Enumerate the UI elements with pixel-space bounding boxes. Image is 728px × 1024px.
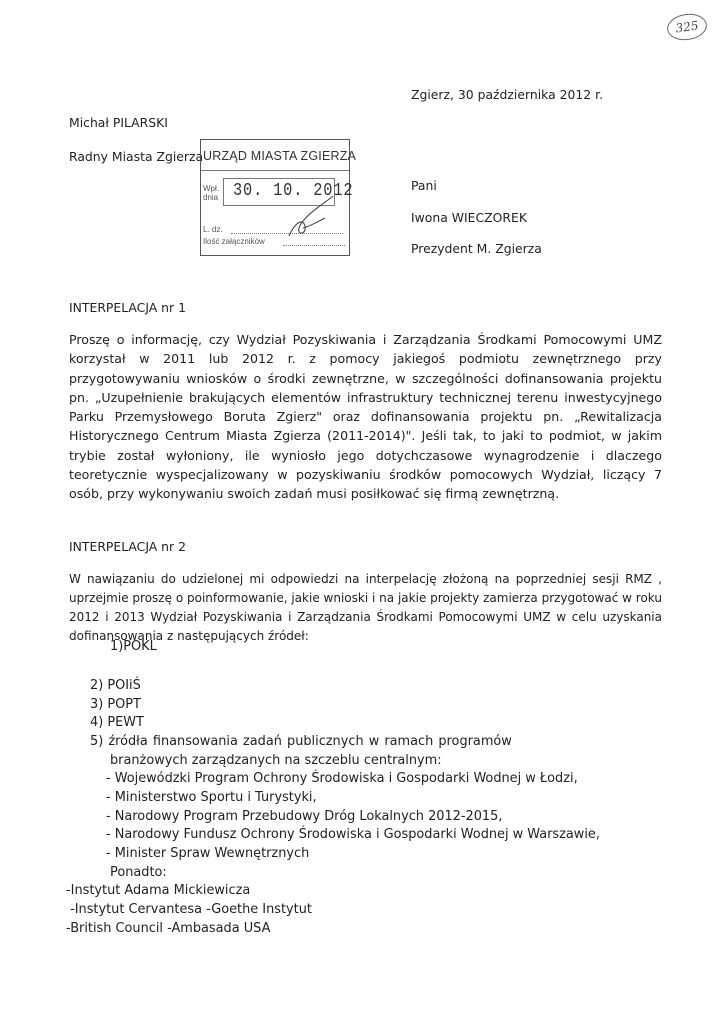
handwritten-initials-icon <box>281 192 341 242</box>
paragraph-line: korzystał w 2011 lub 2012 r. z pomocy jakiegoś podmiotu zewnętrznego przy <box>69 351 662 367</box>
paragraph-line: Proszę o informację, czy Wydział Pozyskiwania i Zarządzania Środkami Pomocowymi UMZ <box>69 332 662 347</box>
stamp-date: 30. 10. 2012 <box>233 181 354 201</box>
paragraph-line: trybie został wyłoniony, ile wyniosło jego dotychczasowe wynagrodzenie i dlaczego <box>69 447 662 463</box>
paragraph-line: pn. „Uzupełnienie brakujących elementów infrastruktury technicznej terenu inwestycyjnego <box>69 389 662 405</box>
interpelacja-1-body <box>69 330 662 504</box>
list-item: 4) PEWT <box>90 715 144 730</box>
paragraph-line: teoretycznie wyspecjalizowany w pozyskiwaniu środków pomocowych Wydział, liczący 7 <box>69 467 662 483</box>
interpelacja-2-body <box>69 570 662 646</box>
paragraph-line: osób, przy wykonywaniu swoich zadań musi posiłkować się firmą zewnętrzną. <box>69 486 560 502</box>
recipient-name: Iwona WIECZOREK <box>411 210 527 225</box>
list-item-5-continued: branżowych zarządzanych na szczeblu centralnym: <box>110 753 442 768</box>
sub-list-item: - Narodowy Program Przebudowy Dróg Lokalnych 2012-2015, <box>106 809 503 824</box>
sub-list-item: - Ministerstwo Sportu i Turystyki, <box>106 790 317 805</box>
stamp-title: URZĄD MIASTA ZGIERZA <box>203 149 357 163</box>
extra-item: -Instytut Adama Mickiewicza <box>66 883 251 898</box>
list-item: 3) POPT <box>90 697 141 712</box>
sub-list-item: - Wojewódzki Program Ochrony Środowiska i Gospodarki Wodnej w Łodzi, <box>106 771 578 786</box>
stamp-wpl-label: Wpł. dnia <box>203 184 219 202</box>
list-item-5: 5) źródła finansowania zadań publicznych w ramach programów <box>90 734 512 749</box>
registry-stamp <box>200 139 357 256</box>
sub-list-item: - Minister Spraw Wewnętrznych <box>106 846 310 861</box>
interpelacja-1-heading: INTERPELACJA nr 1 <box>69 300 186 315</box>
paragraph-line: Historycznego Centrum Miasta Zgierza (2011-2014)". Jeśli tak, to jaki to podmiot, w jakim <box>69 428 662 444</box>
sub-list-item: - Narodowy Fundusz Ochrony Środowiska i Gospodarki Wodnej w Warszawie, <box>106 827 600 842</box>
paragraph-line: dofinansowania z następujących źródeł: <box>69 629 309 643</box>
stamp-ldz-label: L. dz. <box>203 225 223 234</box>
interpelacja-2-heading: INTERPELACJA nr 2 <box>69 539 186 554</box>
paragraph-line: 2012 i 2013 Wydział Pozyskiwania i Zarządzania Środkami Pomocowymi UMZ w celu uzyskania <box>69 610 662 624</box>
recipient-salutation: Pani <box>411 178 437 193</box>
paragraph-line: W nawiązaniu do udzielonej mi odpowiedzi na interpelację złożoną na poprzedniej sesji RMZ , <box>69 572 662 586</box>
extra-item: -British Council -Ambasada USA <box>66 921 271 936</box>
ponadto-label: Ponadto: <box>110 865 167 880</box>
recipient-title: Prezydent M. Zgierza <box>411 241 542 256</box>
extra-item: -Instytut Cervantesa -Goethe Instytut <box>66 902 312 917</box>
paragraph-line: Parku Przemysłowego Boruta Zgierz" oraz dofinansowania projektu pn. „Rewitalizacja <box>69 409 662 425</box>
list-item: 2) POIiŚ <box>90 678 141 693</box>
page-number-mark: 325 <box>665 11 708 42</box>
stamp-divider <box>201 170 349 171</box>
sender-name: Michał PILARSKI <box>69 115 168 130</box>
paragraph-line: uprzejmie proszę o poinformowanie, jakie wnioski i na jakie projekty zamierza przygotować w roku <box>69 591 662 605</box>
paragraph-line: przygotowywaniu wniosków o środki zewnętrzne, w szczególności dofinansowania projektu <box>69 370 662 386</box>
stamp-attachments-dots <box>283 245 345 246</box>
stamp-attachments-label: Ilość załączników <box>203 237 265 246</box>
sender-title: Radny Miasta Zgierza <box>69 149 204 164</box>
list-item-1: 1)POKL <box>110 639 157 654</box>
date-line: Zgierz, 30 października 2012 r. <box>411 87 604 102</box>
